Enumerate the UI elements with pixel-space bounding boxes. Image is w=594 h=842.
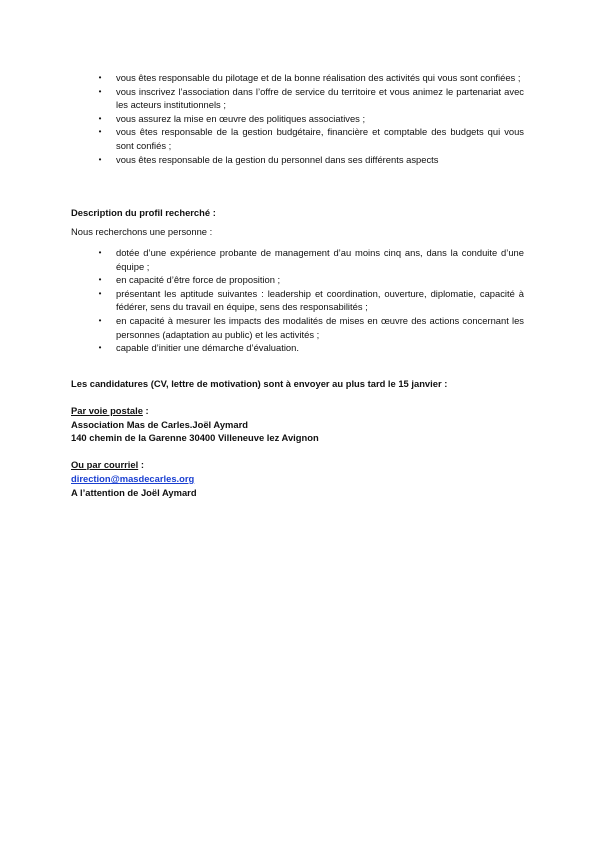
bullet-icon: • [98,86,102,96]
postal-recipient: Association Mas de Carles.Joël Aymard [71,419,248,430]
email-link[interactable]: direction@masdecarles.org [71,473,195,484]
profile-heading: Description du profil recherché : [71,207,216,218]
postal-address: 140 chemin de la Garenne 30400 Villeneuve lez Avignon [71,432,319,443]
bullet-icon: • [98,288,102,298]
bullet-icon: • [98,248,102,257]
bullet-icon: • [98,275,102,285]
postal-label: Par voie postale [71,405,143,416]
deadline-text: Les candidatures (CV, lettre de motivation) sont à envoyer au plus tard le 15 janvier : [71,378,448,389]
bullet-icon: • [98,154,102,164]
list-item: • vous êtes responsable de la gestion du personnel dans ses différents aspects [90,153,524,167]
list-item: • en capacité d’être force de proposition ; [90,273,524,287]
list-item: • vous assurez la mise en œuvre des politiques associatives ; [90,112,524,126]
bullet-icon: • [98,343,102,353]
list-item: • vous êtes responsable de la gestion budgétaire, financière et comptable des budgets qui vous sont confiés ; [90,125,524,152]
list-item: • capable d’initier une démarche d’évaluation. [90,341,524,355]
postal-colon: : [142,405,149,416]
bullet-icon: • [98,315,102,325]
responsibilities-list [90,71,524,166]
bullet-icon: • [98,73,102,82]
list-item: • dotée d’une expérience probante de management d’au moins cinq ans, dans la conduite d’une équipe ; [90,246,524,273]
bullet-icon: • [98,113,102,123]
profile-list [90,246,524,355]
email-label: Ou par courriel [71,459,139,470]
list-item: • présentant les aptitude suivantes : leadership et coordination, ouverture, diplomatie, capacité à fédérer, sens du travail en équipe, sens des responsabilités ; [90,287,524,314]
attention-line: A l’attention de Joël Aymard [71,487,197,498]
list-item: • vous inscrivez l’association dans l’offre de service du territoire et vous animez le partenariat avec les acteurs institutionnels ; [90,85,524,112]
list-item: • vous êtes responsable du pilotage et de la bonne réalisation des activités qui vous sont confiées ; [90,71,524,85]
email-colon: : [138,459,144,470]
list-item: • en capacité à mesurer les impacts des modalités de mises en œuvre des actions concernant les personnes (adaptation au public) et les activités ; [90,314,524,341]
email-heading [71,458,144,472]
profile-intro: Nous recherchons une personne : [71,226,213,237]
postal-heading [71,404,149,418]
email-line [71,472,194,486]
bullet-icon: • [98,127,102,137]
